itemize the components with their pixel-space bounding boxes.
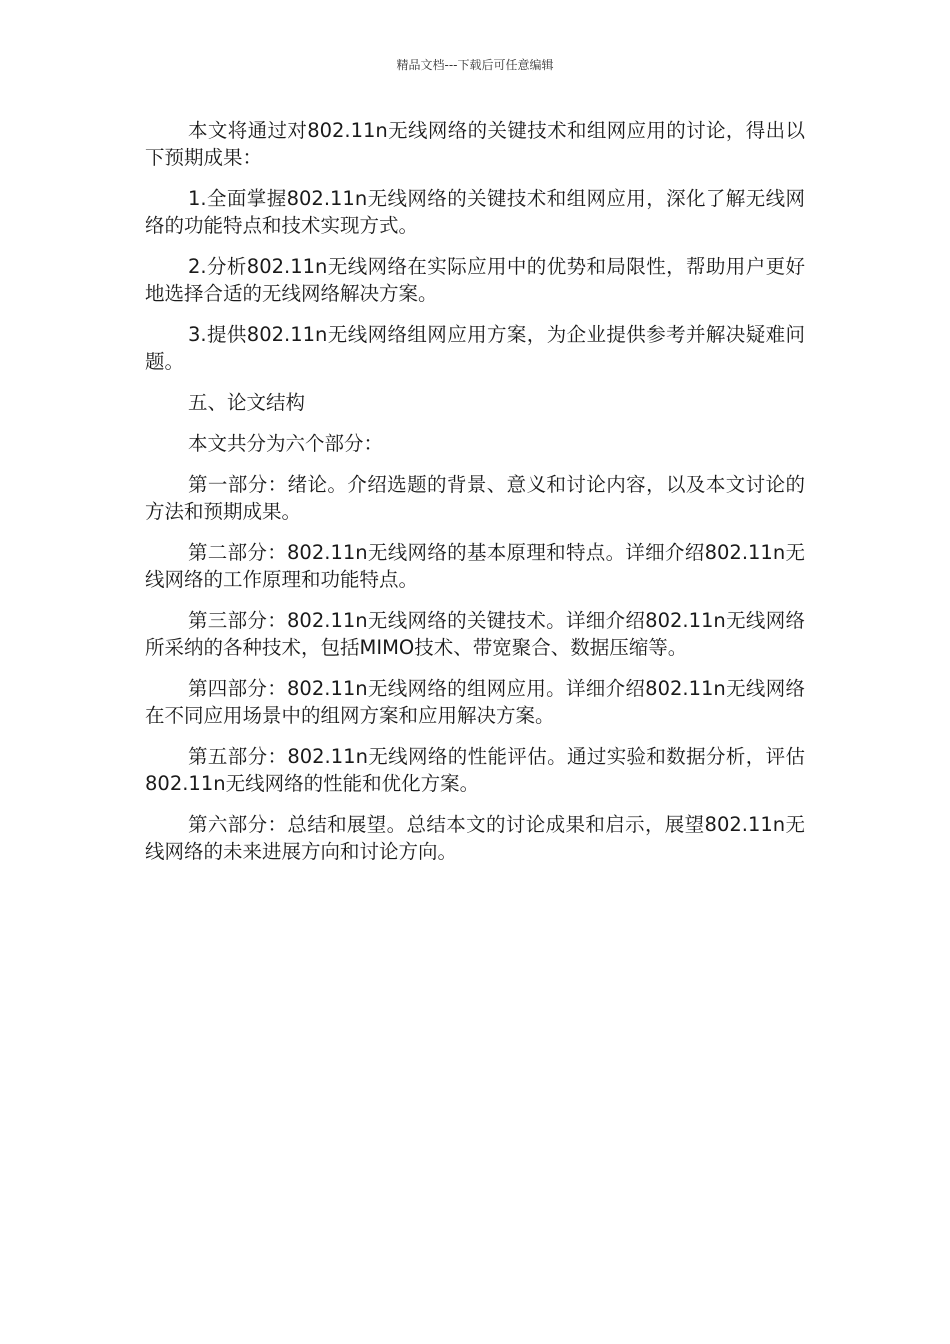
paragraph-part-2: 第二部分：802.11n无线网络的基本原理和特点。详细介绍802.11n无线网络的工作原理和功能特点。: [145, 541, 805, 591]
paragraph-part-1: 第一部分：绪论。介绍选题的背景、意义和讨论内容，以及本文讨论的方法和预期成果。: [145, 473, 805, 523]
paragraph-structure-intro: 本文共分为六个部分：: [188, 432, 384, 455]
paragraph-part-6: 第六部分：总结和展望。总结本文的讨论成果和启示，展望802.11n无线网络的未来进展方向和讨论方向。: [145, 813, 805, 863]
paragraph-part-3: 第三部分：802.11n无线网络的关键技术。详细介绍802.11n无线网络所采纳的各种技术，包括MIMO技术、带宽聚合、数据压缩等。: [145, 609, 805, 659]
paragraph-result-3: 3.提供802.11n无线网络组网应用方案，为企业提供参考并解决疑难问题。: [145, 323, 805, 373]
page-header: 精品文档---下载后可任意编辑: [396, 58, 554, 72]
paragraph-expected-results-intro: 本文将通过对802.11n无线网络的关键技术和组网应用的讨论，得出以下预期成果：: [145, 119, 805, 169]
paragraph-part-5: 第五部分：802.11n无线网络的性能评估。通过实验和数据分析，评估802.11n无线网络的性能和优化方案。: [145, 745, 805, 795]
section-heading-thesis-structure: 五、论文结构: [188, 391, 306, 414]
document-body: [145, 117, 805, 879]
paragraph-part-4: 第四部分：802.11n无线网络的组网应用。详细介绍802.11n无线网络在不同应用场景中的组网方案和应用解决方案。: [145, 677, 805, 727]
paragraph-result-1: 1.全面掌握802.11n无线网络的关键技术和组网应用，深化了解无线网络的功能特点和技术实现方式。: [145, 187, 805, 237]
paragraph-result-2: 2.分析802.11n无线网络在实际应用中的优势和局限性，帮助用户更好地选择合适的无线网络解决方案。: [145, 255, 805, 305]
